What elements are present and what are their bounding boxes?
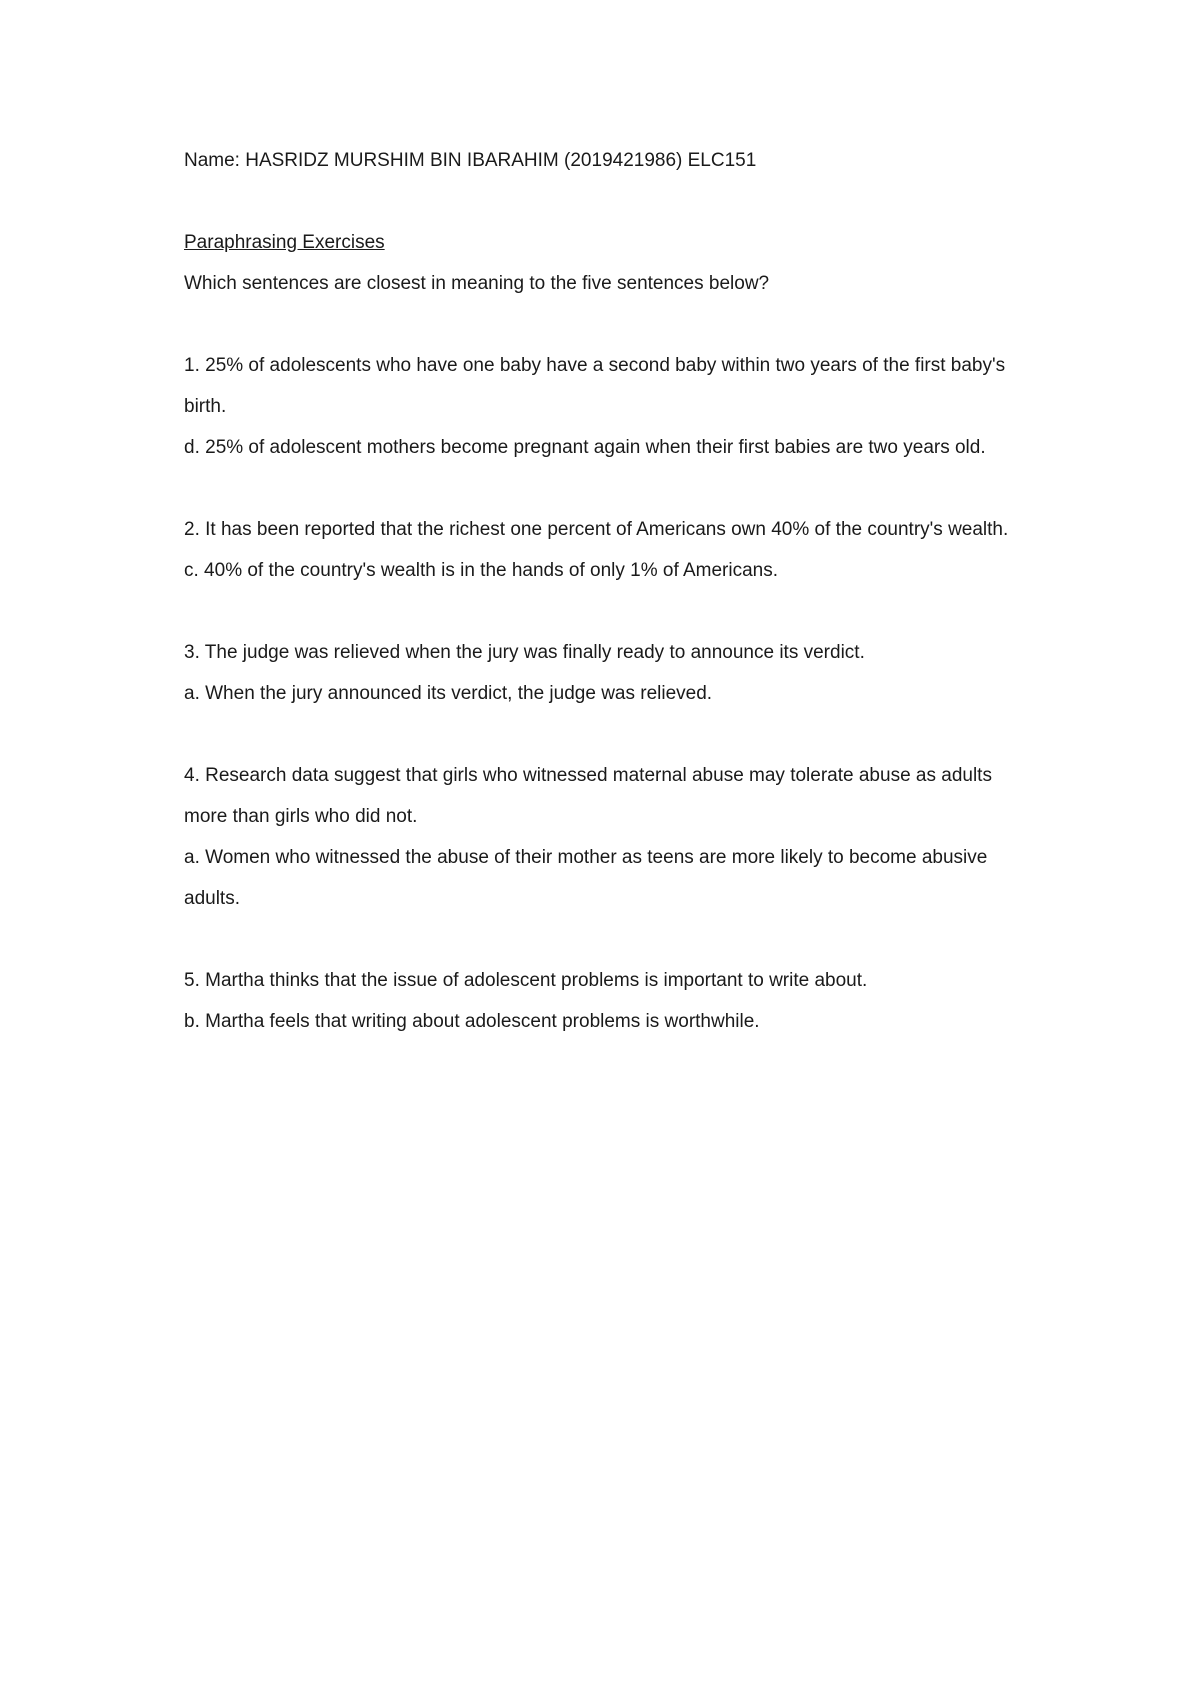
student-name-line: Name: HASRIDZ MURSHIM BIN IBARAHIM (2019421986) ELC151 bbox=[184, 150, 757, 171]
question-text: 4. Research data suggest that girls who witnessed maternal abuse may tolerate abuse as adults more than girls who did not. bbox=[184, 765, 992, 827]
answer-text: c. 40% of the country's wealth is in the hands of only 1% of Americans. bbox=[184, 560, 779, 581]
answer-text: b. Martha feels that writing about adolescent problems is worthwhile. bbox=[184, 1011, 760, 1032]
question-text: 3. The judge was relieved when the jury was finally ready to announce its verdict. bbox=[184, 642, 865, 663]
question-text: 5. Martha thinks that the issue of adolescent problems is important to write about. bbox=[184, 970, 868, 991]
answer-text: a. Women who witnessed the abuse of their mother as teens are more likely to become abusive adults. bbox=[184, 847, 988, 909]
question-text: 1. 25% of adolescents who have one baby have a second baby within two years of the first baby's birth. bbox=[184, 355, 1006, 417]
exercise-item-2 bbox=[184, 509, 1024, 591]
question-text: 2. It has been reported that the richest one percent of Americans own 40% of the country's wealth. bbox=[184, 519, 1009, 540]
document-content bbox=[184, 140, 1024, 1083]
exercise-instruction: Which sentences are closest in meaning to the five sentences below? bbox=[184, 273, 770, 294]
answer-text: d. 25% of adolescent mothers become pregnant again when their first babies are two years old. bbox=[184, 437, 986, 458]
exercise-title: Paraphrasing Exercises bbox=[184, 232, 385, 253]
exercise-item-5 bbox=[184, 960, 1024, 1042]
exercise-item-4 bbox=[184, 755, 1024, 919]
exercise-item-1 bbox=[184, 345, 1024, 468]
exercise-item-3 bbox=[184, 632, 1024, 714]
answer-text: a. When the jury announced its verdict, the judge was relieved. bbox=[184, 683, 713, 704]
